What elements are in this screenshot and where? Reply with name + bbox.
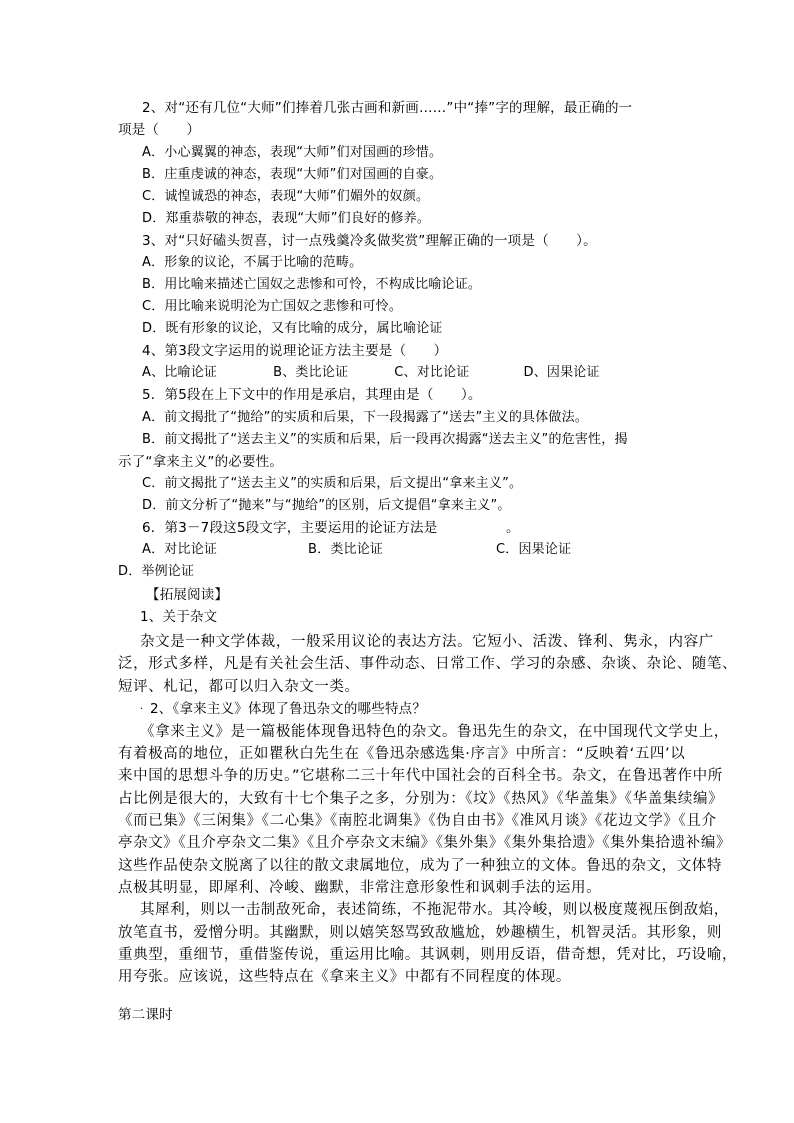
q3-option-c: C．用比喻来说明沦为亡国奴之悲惨和可怜。 <box>142 299 403 314</box>
q3-option-a: A．形象的议论，不属于比喻的范畴。 <box>142 255 363 270</box>
q5-option-c: C．前文揭批了“送去主义”的实质和后果，后文提出“拿来主义”。 <box>142 476 523 491</box>
s2-para1-line2: 有着极高的地位，正如瞿秋白先生在《鲁迅杂感选集·序言》中所言：“反映着‘五四’以 <box>118 746 686 762</box>
s2-para2-line4: 用夸张。应该说，这些特点在《拿来主义》中都有不同程度的体现。 <box>118 969 571 985</box>
q2-option-d: D．郑重恭敬的神态，表现“大师”们良好的修养。 <box>142 211 431 226</box>
q6-option-d: D．举例论证 <box>118 564 195 579</box>
q4-option-d: D、因果论证 <box>523 365 600 380</box>
q5-stem: 5．第5段在上下文中的作用是承启，其理由是（ ）。 <box>142 387 482 403</box>
q4-option-c: C、对比论证 <box>394 365 470 380</box>
s2-para2-line1: 其犀利，则以一击制敌死命，表述简练，不拖泥带水。其冷峻，则以极度蔑视压倒敌焰， <box>140 902 729 918</box>
q5-option-d: D．前文分析了“抛来”与“抛给”的区别，后文提倡“拿来主义”。 <box>142 498 511 513</box>
q2-stem-line1: 2、对“还有几位“大师”们捧着几张古画和新画……”中“捧”字的理解，最正确的一 <box>142 100 633 116</box>
footer-heading-second-lesson: 第二课时 <box>118 1007 173 1023</box>
section-title-extended-reading: 【拓展阅读】 <box>146 587 229 603</box>
s2-para2-line3: 重典型，重细节，重借鉴传说，重运用比喻。其讽刺，则用反语，借奇想，凭对比，巧设喻， <box>118 947 738 963</box>
q4-options-row <box>142 362 600 384</box>
s2-heading: 2、《拿来主义》体现了鲁迅杂文的哪些特点？ <box>150 701 427 717</box>
q4-option-b: B、类比论证 <box>273 365 349 380</box>
s2-para1-line5: 《而已集》《三闲集》《二心集》《南腔北调集》《伪自由书》《准风月谈》《花边文学》《且介 <box>118 813 717 829</box>
s2-para1-line8: 点极其明显，即犀利、冷峻、幽默，非常注意形象性和讽刺手法的运用。 <box>118 880 602 896</box>
s2-para1-line4: 占比例是很大的，大致有十七个集子之多，分别为：《坟》《热风》《华盖集》《华盖集续编》 <box>118 791 724 807</box>
s1-line3: 短评、札记，都可以归入杂文一类。 <box>118 679 360 695</box>
s2-para1-line6: 亭杂文》《且介亭杂文二集》《且介亭杂文末编》《集外集》《集外集拾遗》《集外集拾遗补编》 <box>118 835 732 851</box>
s2-para1-line1: 《拿来主义》是一篇极能体现鲁迅特色的杂文。鲁迅先生的杂文，在中国现代文学史上， <box>140 724 729 740</box>
q2-stem-line2: 项是（ ） <box>118 122 201 138</box>
q6-stem: 6．第3－7段这5段文字，主要运用的论证方法是 。 <box>142 520 520 536</box>
s1-line1: 杂文是一种文学体裁，一般采用议论的表达方法。它短小、活泼、锋利、隽永，内容广 <box>140 634 714 650</box>
s1-line2: 泛，形式多样，凡是有关社会生活、事件动态、日常工作、学习的杂感、杂谈、杂论、随笔、 <box>118 656 738 672</box>
s1-heading: 1、关于杂文 <box>140 609 218 625</box>
q2-option-a: A．小心翼翼的神态，表现“大师”们对国画的珍惜。 <box>142 145 443 160</box>
q5-option-b-line2: 示了“拿来主义”的必要性。 <box>118 454 284 470</box>
q4-stem: 4、第3段文字运用的说理论证方法主要是（ ） <box>142 343 448 359</box>
s2-para2-line2: 放笔直书，爱憎分明。其幽默，则以嬉笑怒骂致敌尴尬，妙趣横生，机智灵活。其形象，则 <box>118 925 722 941</box>
q6-option-a: A．对比论证 <box>142 542 218 557</box>
q6-option-c: C．因果论证 <box>496 542 572 557</box>
q3-option-b: B．用比喻来描述亡国奴之悲惨和可怜，不构成比喻论证。 <box>142 277 482 292</box>
q2-option-c: C．诚惶诚恐的神态，表现“大师”们媚外的奴颜。 <box>142 189 430 204</box>
q5-option-a: A．前文揭批了“抛给”的实质和后果，下一段揭露了“送去”主义的具体做法。 <box>142 410 589 425</box>
q3-stem: 3、对“只好磕头贺喜，讨一点残羹冷炙做奖赏”理解正确的一项是（ ）。 <box>142 233 597 249</box>
s2-para1-line7: 这些作品使杂文脱离了以往的散文隶属地位，成为了一种独立的文体。鲁迅的杂文，文体特 <box>118 858 722 874</box>
q6-option-b: B．类比论证 <box>308 542 384 557</box>
q3-option-d: D．既有形象的议论，又有比喻的成分，属比喻论证 <box>142 321 443 336</box>
s2-para1-line3: 来中国的思想斗争的历史。”它堪称二三十年代中国社会的百科全书。杂文，在鲁迅著作中所 <box>118 768 723 784</box>
q2-option-b: B．庄重虔诚的神态，表现“大师”们对国画的自豪。 <box>142 167 443 182</box>
q4-option-a: A、比喻论证 <box>142 365 218 380</box>
q5-option-b-line1: B．前文揭批了“送去主义”的实质和后果，后一段再次揭露“送去主义”的危害性，揭 <box>142 432 628 447</box>
s2-marker: . <box>140 701 144 712</box>
